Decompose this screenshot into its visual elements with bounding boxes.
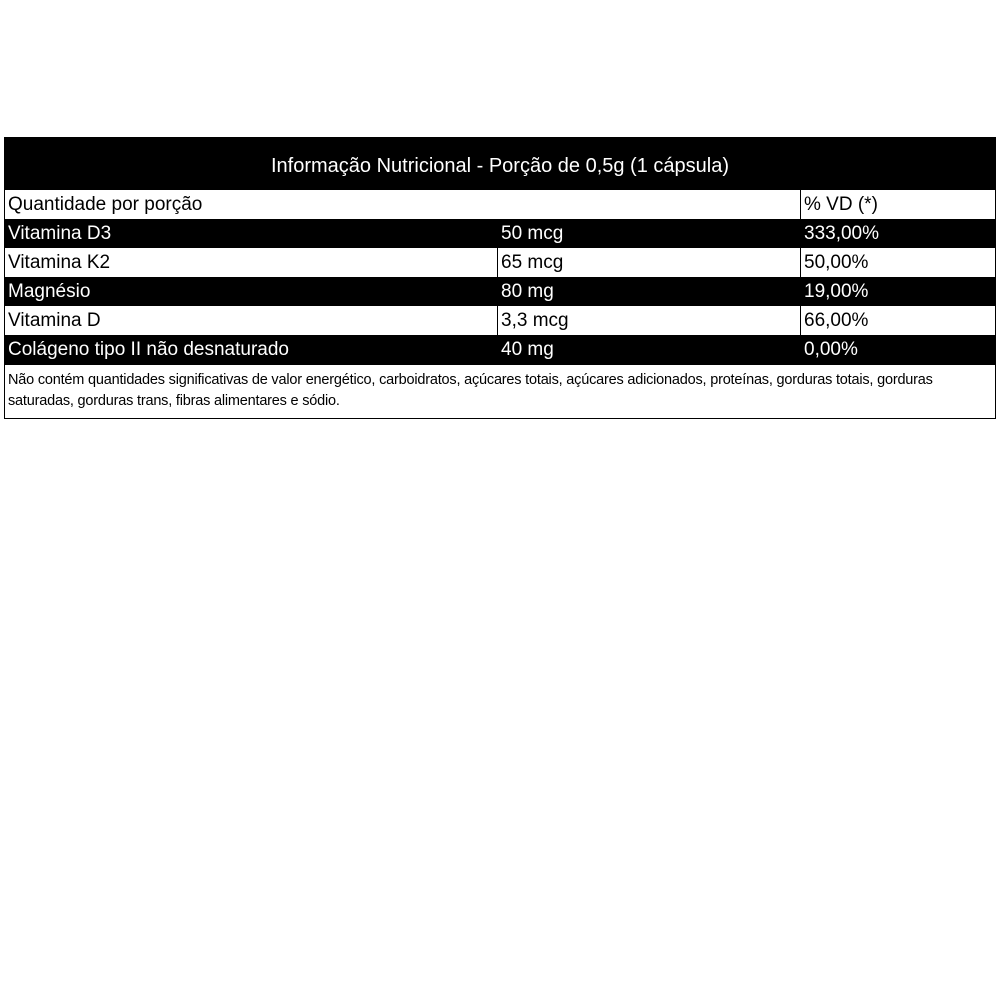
nutrition-facts-table (4, 137, 996, 419)
nutrient-amount: 80 mg (497, 277, 800, 306)
nutrient-amount: 65 mcg (497, 248, 800, 277)
nutrient-name: Colágeno tipo II não desnaturado (8, 338, 289, 360)
table-row (5, 248, 995, 277)
nutrient-amount: 50 mcg (497, 219, 800, 248)
table-title: Informação Nutricional - Porção de 0,5g (1 cápsula) (5, 138, 995, 190)
daily-value-label: % VD (*) (800, 190, 995, 219)
nutrient-daily-value: 50,00% (800, 248, 995, 277)
nutrient-name: Vitamina K2 (8, 251, 111, 273)
nutrient-daily-value: 0,00% (800, 335, 995, 364)
nutrient-daily-value: 333,00% (800, 219, 995, 248)
nutrient-daily-value: 19,00% (800, 277, 995, 306)
table-row (5, 277, 995, 306)
table-header-row (5, 190, 995, 219)
nutrient-name: Vitamina D3 (8, 222, 112, 244)
table-row (5, 335, 995, 364)
table-row (5, 219, 995, 248)
table-footnote: Não contém quantidades significativas de valor energético, carboidratos, açúcares totais, açúcares adicionados, proteínas, gorduras totais, gorduras saturadas, gorduras trans, fibras alimentares e sódio. (5, 364, 995, 418)
nutrient-amount: 3,3 mcg (497, 306, 800, 335)
table-row (5, 306, 995, 335)
nutrient-name: Vitamina D (8, 309, 101, 331)
nutrient-daily-value: 66,00% (800, 306, 995, 335)
nutrient-amount: 40 mg (497, 335, 800, 364)
nutrient-name: Magnésio (8, 280, 91, 302)
quantity-per-serving-label: Quantidade por porção (8, 193, 203, 215)
